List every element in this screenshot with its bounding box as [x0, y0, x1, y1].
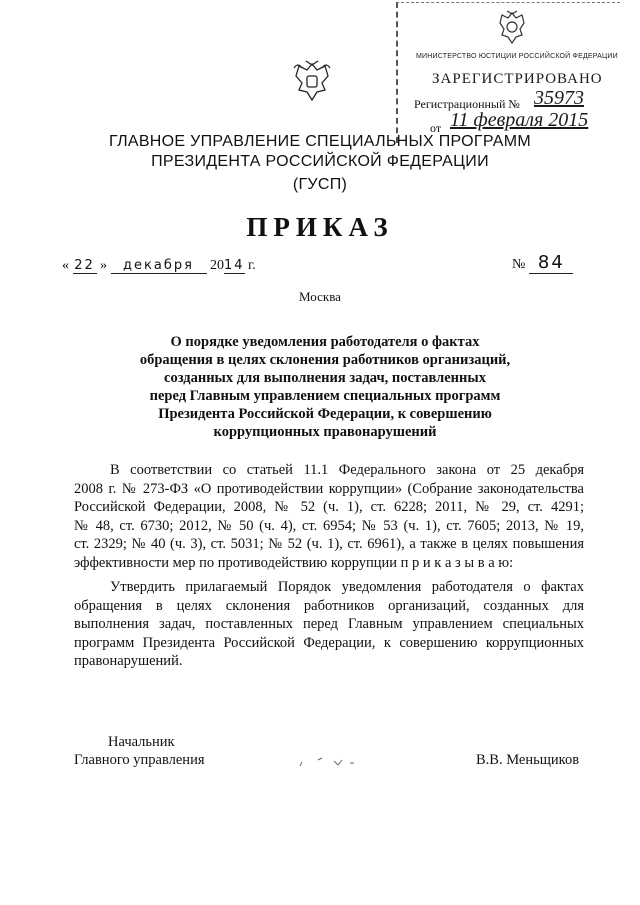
document-title: ПРИКАЗ: [246, 212, 394, 242]
stamp-from-label: от: [430, 121, 442, 135]
stamp-ministry-name: МИНИСТЕРСТВО ЮСТИЦИИ РОССИЙСКОЙ ФЕДЕРАЦИИ: [416, 53, 618, 60]
stamp-registered-label: ЗАРЕГИСТРИРОВАНО: [432, 71, 603, 87]
body-line: выполнения задач, поставленных перед Главным управлением специальных: [74, 616, 584, 633]
subject-line: Президента Российской Федерации, к совершению: [158, 406, 492, 422]
subject-line: О порядке уведомления работодателя о фактах: [170, 334, 480, 350]
date-close-quote: »: [100, 258, 107, 273]
order-date: [62, 258, 256, 274]
subject-line: коррупционных правонарушений: [213, 424, 437, 440]
date-open-quote: «: [62, 258, 69, 273]
body-paragraph-1: [74, 461, 584, 573]
date-year-prefix: 20: [210, 258, 224, 273]
order-subject: [100, 333, 550, 441]
signature-mark-icon: [296, 752, 366, 772]
stamp-number: 35973: [534, 87, 584, 109]
city: Москва: [299, 289, 341, 304]
date-year-suffix: 14: [224, 258, 245, 273]
signatory-position-line2: Главного управления: [74, 752, 205, 768]
body-line: правонарушений.: [74, 653, 183, 670]
body-line: программ Президента Российской Федерации, к совершению коррупционных: [74, 634, 584, 651]
subject-line: созданных для выполнения задач, поставленных: [164, 370, 486, 386]
org-name-line2: ПРЕЗИДЕНТА РОССИЙСКОЙ ФЕДЕРАЦИИ: [151, 153, 489, 170]
subject-line: обращения в целях склонения работников организаций,: [139, 352, 511, 368]
body-line: Российской Федерации, 2008, № 52 (ч. 1), ст. 6228; 2011, № 29, ст. 4291;: [74, 499, 584, 516]
org-short-name: (ГУСП): [292, 176, 348, 193]
date-month: декабря: [111, 258, 207, 274]
stamp-number-label: Регистрационный №: [414, 97, 520, 111]
body-line: № 48, ст. 6730; 2012, № 50 (ч. 4), ст. 6954; № 53 (ч. 1), ст. 7605; 2013, № 19,: [74, 517, 584, 534]
body-line: Утвердить прилагаемый Порядок уведомления работодателя о фактах: [110, 579, 584, 595]
coat-of-arms-icon: [290, 58, 334, 104]
number-label: №: [512, 257, 526, 272]
body-line: обращения в целях склонения работников организаций, созданных для: [74, 597, 584, 614]
body-paragraph-2: [74, 578, 584, 671]
body-line: В соответствии со статьей 11.1 Федерального закона от 25 декабря: [110, 462, 584, 478]
date-year-unit: г.: [248, 258, 256, 273]
org-name-line1: ГЛАВНОЕ УПРАВЛЕНИЕ СПЕЦИАЛЬНЫХ ПРОГРАММ: [109, 133, 531, 150]
signatory-name: В.В. Меньщиков: [476, 752, 580, 768]
order-number: [512, 252, 573, 274]
body-line: эффективности мер по противодействию коррупции п р и к а з ы в а ю:: [74, 554, 514, 571]
stamp-date: 11 февраля 2015: [450, 109, 589, 131]
number-value: 84: [529, 252, 573, 274]
emblem-icon: [494, 9, 530, 47]
body-line: ст. 2329; № 40 (ч. 3), ст. 5031; № 52 (ч. 1), ст. 6961), а также в целях повышения: [74, 536, 584, 553]
date-day: 22: [74, 258, 95, 273]
signatory-position-line1: Начальник: [108, 734, 175, 750]
body-line: 2008 г. № 273-ФЗ «О противодействии коррупции» (Собрание законодательства: [74, 480, 584, 497]
subject-line: перед Главным управлением специальных программ: [149, 388, 501, 404]
registration-stamp: [396, 2, 620, 143]
